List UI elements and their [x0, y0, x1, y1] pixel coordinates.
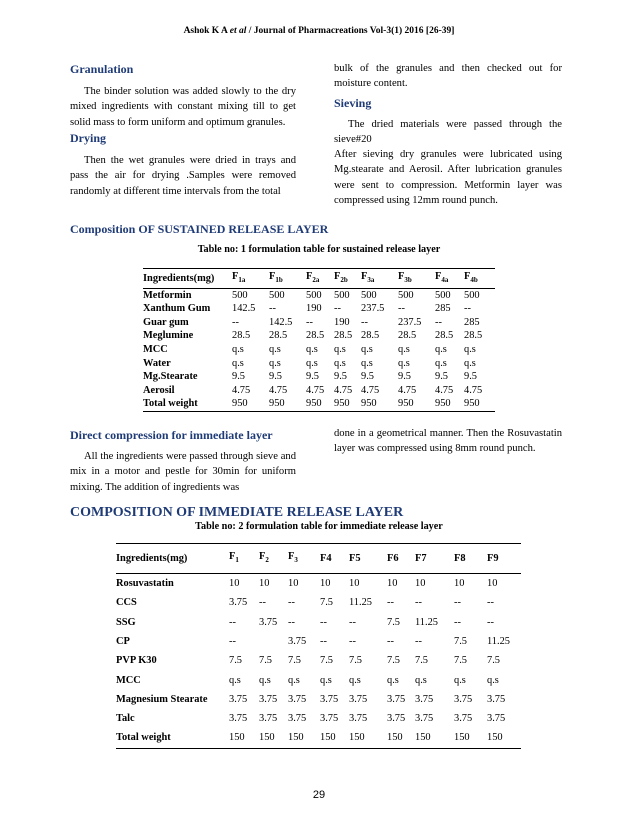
table1-value-cell: 500: [306, 289, 322, 301]
table2-col-base: F: [288, 551, 295, 562]
table2-value-cell: 150: [259, 732, 275, 744]
drying-heading: Drying: [70, 131, 106, 145]
table2-value-cell: 10: [288, 578, 299, 590]
table1-col-sub: 1b: [275, 276, 283, 285]
table1-row: [143, 316, 495, 330]
table2-value-cell: --: [259, 597, 266, 609]
table1-value-cell: 142.5: [232, 303, 256, 315]
table1-col-base: F: [464, 271, 471, 282]
table1-value-cell: 237.5: [398, 316, 422, 328]
table1-value-cell: 142.5: [269, 316, 293, 328]
table2-value-cell: 150: [487, 732, 503, 744]
table1-value-cell: 950: [269, 398, 285, 410]
table1-col-base: F: [232, 271, 239, 282]
table2-value-cell: 10: [415, 578, 426, 590]
table1-row: [143, 288, 495, 302]
table2-ingredient-cell: Talc: [116, 713, 135, 725]
table2-value-cell: 150: [320, 732, 336, 744]
table1-value-cell: 950: [334, 398, 350, 410]
table2-value-cell: --: [387, 597, 394, 609]
table2-value-cell: 150: [288, 732, 304, 744]
table1-value-cell: --: [435, 316, 442, 328]
table1-value-cell: 9.5: [269, 371, 282, 383]
table1-col-base: F: [398, 271, 405, 282]
header-et-al: et al: [229, 26, 247, 36]
table1-ingredient-cell: Guar gum: [143, 316, 189, 328]
table2-col-base: F: [229, 551, 236, 562]
table2-value-cell: q.s: [259, 674, 271, 686]
table2-value-cell: 3.75: [487, 713, 506, 725]
table2-body: [116, 574, 521, 748]
table2-value-cell: --: [288, 597, 295, 609]
table2-value-cell: q.s: [415, 674, 427, 686]
table2-value-cell: [259, 632, 288, 651]
table1-value-cell: 9.5: [306, 371, 319, 383]
table1-body: [143, 288, 495, 411]
sieving-paragraph-1: The dried materials were passed through the sieve#20: [334, 119, 562, 146]
direct-compression-heading: Direct compression for immediate layer: [70, 428, 273, 442]
table1-value-cell: 28.5: [435, 330, 454, 342]
table2-value-cell: --: [454, 616, 461, 628]
table2-value-cell: 3.75: [288, 713, 307, 725]
table2-row: [116, 632, 521, 651]
table1-col-sub: 3b: [404, 276, 412, 285]
table2-header-row: [116, 544, 521, 574]
table2-col-sub: 2: [265, 556, 269, 565]
table1-value-cell: 500: [361, 289, 377, 301]
table1-value-cell: q.s: [334, 344, 346, 356]
table1-col-header: [361, 270, 398, 288]
table1-value-cell: 4.75: [361, 384, 380, 396]
table2-value-cell: 7.5: [229, 655, 242, 667]
table2-value-cell: 3.75: [259, 616, 278, 628]
table1-value-cell: 9.5: [232, 371, 245, 383]
table1-value-cell: 950: [464, 398, 480, 410]
table2-value-cell: 3.75: [259, 693, 278, 705]
table2-value-cell: 10: [259, 578, 270, 590]
table2-value-cell: 3.75: [454, 693, 473, 705]
table2-col-header: F8: [454, 552, 466, 564]
direct-compression-left-paragraph: All the ingredients were passed through sieve and mix in a motor and pestle for 30min for uniform mixing. The addition of ingredients was: [70, 451, 296, 493]
table1-col-header: [435, 270, 464, 288]
table2-value-cell: 7.5: [487, 655, 500, 667]
running-header: [0, 26, 638, 36]
table1-col-header: [398, 270, 435, 288]
table1-value-cell: q.s: [398, 357, 410, 369]
table1-value-cell: q.s: [361, 344, 373, 356]
table1-col-header: [334, 270, 361, 288]
table1-value-cell: 950: [306, 398, 322, 410]
table2-ingredient-cell: CCS: [116, 597, 137, 609]
table2-header-ingredients: Ingredients(mg): [116, 552, 188, 564]
table2-value-cell: 10: [229, 578, 240, 590]
table1-value-cell: 4.75: [435, 384, 454, 396]
table2-value-cell: --: [387, 635, 394, 647]
table2-value-cell: 7.5: [320, 655, 333, 667]
table2-value-cell: 10: [349, 578, 360, 590]
table1-value-cell: --: [269, 303, 276, 315]
table2-value-cell: 7.5: [387, 616, 400, 628]
direct-compression-right-paragraph: done in a geometrical manner. Then the Rosuvastatin layer was compressed using 8mm round punch.: [334, 428, 562, 455]
table1-col-base: F: [361, 271, 368, 282]
table1-value-cell: 237.5: [361, 303, 385, 315]
table2-value-cell: q.s: [387, 674, 399, 686]
table1-value-cell: q.s: [306, 357, 318, 369]
table1-value-cell: 28.5: [361, 330, 380, 342]
table2-row: [116, 690, 521, 709]
table1-value-cell: 500: [435, 289, 451, 301]
table2-col-header: [259, 544, 288, 574]
table1-value-cell: --: [361, 316, 368, 328]
table1-col-header: [232, 270, 269, 288]
table2-value-cell: 10: [320, 578, 331, 590]
table2-value-cell: q.s: [349, 674, 361, 686]
table1-value-cell: --: [232, 316, 239, 328]
table2-value-cell: 3.75: [349, 713, 368, 725]
table1-value-cell: q.s: [435, 344, 447, 356]
table2-value-cell: --: [320, 635, 327, 647]
table2-value-cell: 150: [454, 732, 470, 744]
moisture-paragraph: bulk of the granules and then checked out for moisture content.: [334, 63, 562, 90]
table2-value-cell: 7.5: [454, 655, 467, 667]
table1-header-row: [143, 270, 495, 288]
table2-value-cell: q.s: [487, 674, 499, 686]
table2-col-header: F7: [415, 552, 427, 564]
header-journal: / Journal of Pharmacreations Vol-3(1) 2016 [26-39]: [248, 26, 455, 36]
table1-col-base: F: [334, 271, 341, 282]
table1-header-ingredients: Ingredients(mg): [143, 273, 215, 285]
table1-value-cell: 950: [435, 398, 451, 410]
table1-value-cell: 500: [269, 289, 285, 301]
table2-col-header: [229, 544, 259, 574]
table1-value-cell: q.s: [232, 357, 244, 369]
table2-value-cell: 3.75: [229, 597, 248, 609]
table2-ingredient-cell: Total weight: [116, 732, 171, 744]
table1-value-cell: 28.5: [464, 330, 483, 342]
table2-value-cell: 11.25: [349, 597, 372, 609]
table1-value-cell: 500: [232, 289, 248, 301]
table2-value-cell: --: [487, 597, 494, 609]
table2-value-cell: 7.5: [415, 655, 428, 667]
table1-caption: Table no: 1 formulation table for sustained release layer: [197, 244, 441, 255]
table1-value-cell: 4.75: [398, 384, 417, 396]
table1-col-header: [269, 270, 306, 288]
table1-row: [143, 329, 495, 343]
table2-caption: Table no: 2 formulation table for immediate release layer: [195, 521, 443, 532]
table1: [143, 270, 495, 411]
table2-value-cell: 7.5: [454, 635, 467, 647]
immediate-release-heading: COMPOSITION OF IMMEDIATE RELEASE LAYER: [70, 505, 404, 520]
granulation-heading: Granulation: [70, 62, 134, 76]
table1-value-cell: q.s: [398, 344, 410, 356]
table1-value-cell: 4.75: [334, 384, 353, 396]
table2-value-cell: 3.75: [454, 713, 473, 725]
table1-col-base: F: [435, 271, 442, 282]
sieving-paragraph-2: After sieving dry granules were lubricated using Mg.stearate and Aerosil. After lubrication granules were sent to compression. Metformin layer was compressed using 12mm round punch.: [334, 149, 562, 207]
table1-wrapper: [143, 268, 495, 412]
table1-ingredient-cell: Meglumine: [143, 330, 194, 342]
table2-row: [116, 593, 521, 612]
table1-value-cell: 4.75: [232, 384, 251, 396]
table2-value-cell: 7.5: [259, 655, 272, 667]
table2-row: [116, 728, 521, 747]
table2-col-sub: 1: [235, 556, 239, 565]
table1-value-cell: 285: [435, 303, 451, 315]
page-number: 29: [312, 789, 326, 801]
table2-value-cell: 3.75: [387, 713, 406, 725]
table2-ingredient-cell: MCC: [116, 674, 141, 686]
table2-value-cell: q.s: [288, 674, 300, 686]
table1-value-cell: 28.5: [269, 330, 288, 342]
table2-value-cell: 7.5: [387, 655, 400, 667]
table2-value-cell: 11.25: [487, 635, 510, 647]
table1-col-header: [464, 270, 495, 288]
table1-ingredient-cell: Aerosil: [143, 384, 175, 396]
table1-value-cell: 950: [398, 398, 414, 410]
table2-value-cell: q.s: [454, 674, 466, 686]
table2-value-cell: 3.75: [387, 693, 406, 705]
table1-value-cell: 9.5: [435, 371, 448, 383]
table2-value-cell: --: [349, 616, 356, 628]
table1-ingredient-cell: Water: [143, 357, 171, 369]
header-authors: Ashok K A: [183, 26, 228, 36]
table2-value-cell: --: [454, 597, 461, 609]
table2-col-sub: 3: [294, 556, 298, 565]
table1-value-cell: 500: [334, 289, 350, 301]
table2-value-cell: q.s: [320, 674, 332, 686]
table1-col-sub: 2a: [312, 276, 320, 285]
table2-row: [116, 613, 521, 632]
table2-value-cell: --: [229, 635, 236, 647]
table1-value-cell: 4.75: [306, 384, 325, 396]
table1-value-cell: --: [464, 303, 471, 315]
table2-value-cell: --: [415, 635, 422, 647]
table2-col-header: F6: [387, 552, 399, 564]
table1-value-cell: 190: [306, 303, 322, 315]
table1-value-cell: q.s: [464, 344, 476, 356]
table1-col-base: F: [269, 271, 276, 282]
table1-value-cell: --: [334, 303, 341, 315]
table2-value-cell: --: [487, 616, 494, 628]
table1-value-cell: 285: [464, 316, 480, 328]
table2-value-cell: 3.75: [229, 693, 248, 705]
table2-row: [116, 671, 521, 690]
table2-col-base: F: [259, 551, 266, 562]
table2-value-cell: 150: [349, 732, 365, 744]
table1-value-cell: q.s: [232, 344, 244, 356]
table1-value-cell: q.s: [334, 357, 346, 369]
table2-col-header: F9: [487, 552, 499, 564]
table1-row: [143, 384, 495, 398]
table1-value-cell: 500: [398, 289, 414, 301]
table2-value-cell: --: [349, 635, 356, 647]
table1-row: [143, 302, 495, 316]
table1-value-cell: 950: [232, 398, 248, 410]
table1-row: [143, 357, 495, 371]
table1-value-cell: 9.5: [464, 371, 477, 383]
table2-value-cell: 7.5: [349, 655, 362, 667]
table2-value-cell: 3.75: [320, 713, 339, 725]
table1-value-cell: 4.75: [269, 384, 288, 396]
table2-value-cell: 11.25: [415, 616, 438, 628]
table2-value-cell: 7.5: [288, 655, 301, 667]
table2-row: [116, 709, 521, 728]
table2-value-cell: 150: [229, 732, 245, 744]
table2-value-cell: 150: [415, 732, 431, 744]
table2-value-cell: 3.75: [415, 713, 434, 725]
sieving-heading: Sieving: [334, 96, 372, 110]
table2-value-cell: q.s: [229, 674, 241, 686]
table1-col-sub: 2b: [340, 276, 348, 285]
table2-value-cell: 3.75: [288, 635, 307, 647]
table2-value-cell: --: [288, 616, 295, 628]
table2-ingredient-cell: Rosuvastatin: [116, 578, 174, 590]
table1-row: [143, 397, 495, 411]
drying-paragraph: Then the wet granules were dried in trays and pass the air for drying .Samples were removed randomly at different time intervals from the total: [70, 155, 296, 197]
table2-value-cell: 150: [387, 732, 403, 744]
table2-value-cell: --: [229, 616, 236, 628]
table2-value-cell: 3.75: [259, 713, 278, 725]
table2-col-header: [288, 544, 320, 574]
table2-value-cell: 3.75: [487, 693, 506, 705]
table1-value-cell: 500: [464, 289, 480, 301]
table2-row: [116, 574, 521, 594]
table1-value-cell: q.s: [464, 357, 476, 369]
granulation-paragraph: The binder solution was added slowly to the dry mixed ingredients with constant mixing till to get solid mass to form uniform and optimum granules.: [70, 86, 296, 128]
table1-value-cell: --: [398, 303, 405, 315]
table1-col-header: [306, 270, 334, 288]
table1-value-cell: 9.5: [361, 371, 374, 383]
table1-ingredient-cell: Total weight: [143, 398, 198, 410]
table2-value-cell: 10: [387, 578, 398, 590]
table2-ingredient-cell: Magnesium Stearate: [116, 693, 208, 705]
table2-value-cell: --: [415, 597, 422, 609]
table1-value-cell: 28.5: [334, 330, 353, 342]
table2-wrapper: [116, 543, 521, 749]
table1-row: [143, 370, 495, 384]
sustained-release-heading: Composition OF SUSTAINED RELEASE LAYER: [70, 222, 329, 236]
table2-value-cell: 10: [454, 578, 465, 590]
table1-value-cell: 950: [361, 398, 377, 410]
table2-col-header: F5: [349, 552, 361, 564]
table1-value-cell: q.s: [269, 344, 281, 356]
table1-col-sub: 3a: [367, 276, 375, 285]
table2-value-cell: 3.75: [288, 693, 307, 705]
table1-value-cell: q.s: [306, 344, 318, 356]
table2: [116, 544, 521, 748]
table1-ingredient-cell: Xanthum Gum: [143, 303, 211, 315]
table1-value-cell: 4.75: [464, 384, 483, 396]
table1-value-cell: 9.5: [334, 371, 347, 383]
table2-ingredient-cell: CP: [116, 635, 130, 647]
table1-value-cell: q.s: [435, 357, 447, 369]
table1-value-cell: 9.5: [398, 371, 411, 383]
table2-value-cell: 3.75: [349, 693, 368, 705]
table2-value-cell: 3.75: [415, 693, 434, 705]
table1-row: [143, 343, 495, 357]
table2-col-header: F4: [320, 552, 332, 564]
table1-col-sub: 4b: [470, 276, 478, 285]
table2-row: [116, 651, 521, 670]
table1-col-sub: 1a: [238, 276, 246, 285]
table1-value-cell: --: [306, 316, 313, 328]
table1-value-cell: 28.5: [232, 330, 251, 342]
table1-value-cell: 28.5: [306, 330, 325, 342]
table2-ingredient-cell: SSG: [116, 616, 136, 628]
table1-ingredient-cell: MCC: [143, 344, 168, 356]
table1-value-cell: q.s: [269, 357, 281, 369]
table2-value-cell: 7.5: [320, 597, 333, 609]
table1-col-sub: 4a: [441, 276, 449, 285]
table2-value-cell: 3.75: [320, 693, 339, 705]
table2-value-cell: 3.75: [229, 713, 248, 725]
table2-value-cell: --: [320, 616, 327, 628]
table1-value-cell: 190: [334, 316, 350, 328]
table1-ingredient-cell: Mg.Stearate: [143, 371, 198, 383]
table2-ingredient-cell: PVP K30: [116, 655, 157, 667]
table1-ingredient-cell: Metformin: [143, 289, 192, 301]
table1-col-base: F: [306, 271, 313, 282]
table1-value-cell: 28.5: [398, 330, 417, 342]
table2-value-cell: 10: [487, 578, 498, 590]
table1-value-cell: q.s: [361, 357, 373, 369]
